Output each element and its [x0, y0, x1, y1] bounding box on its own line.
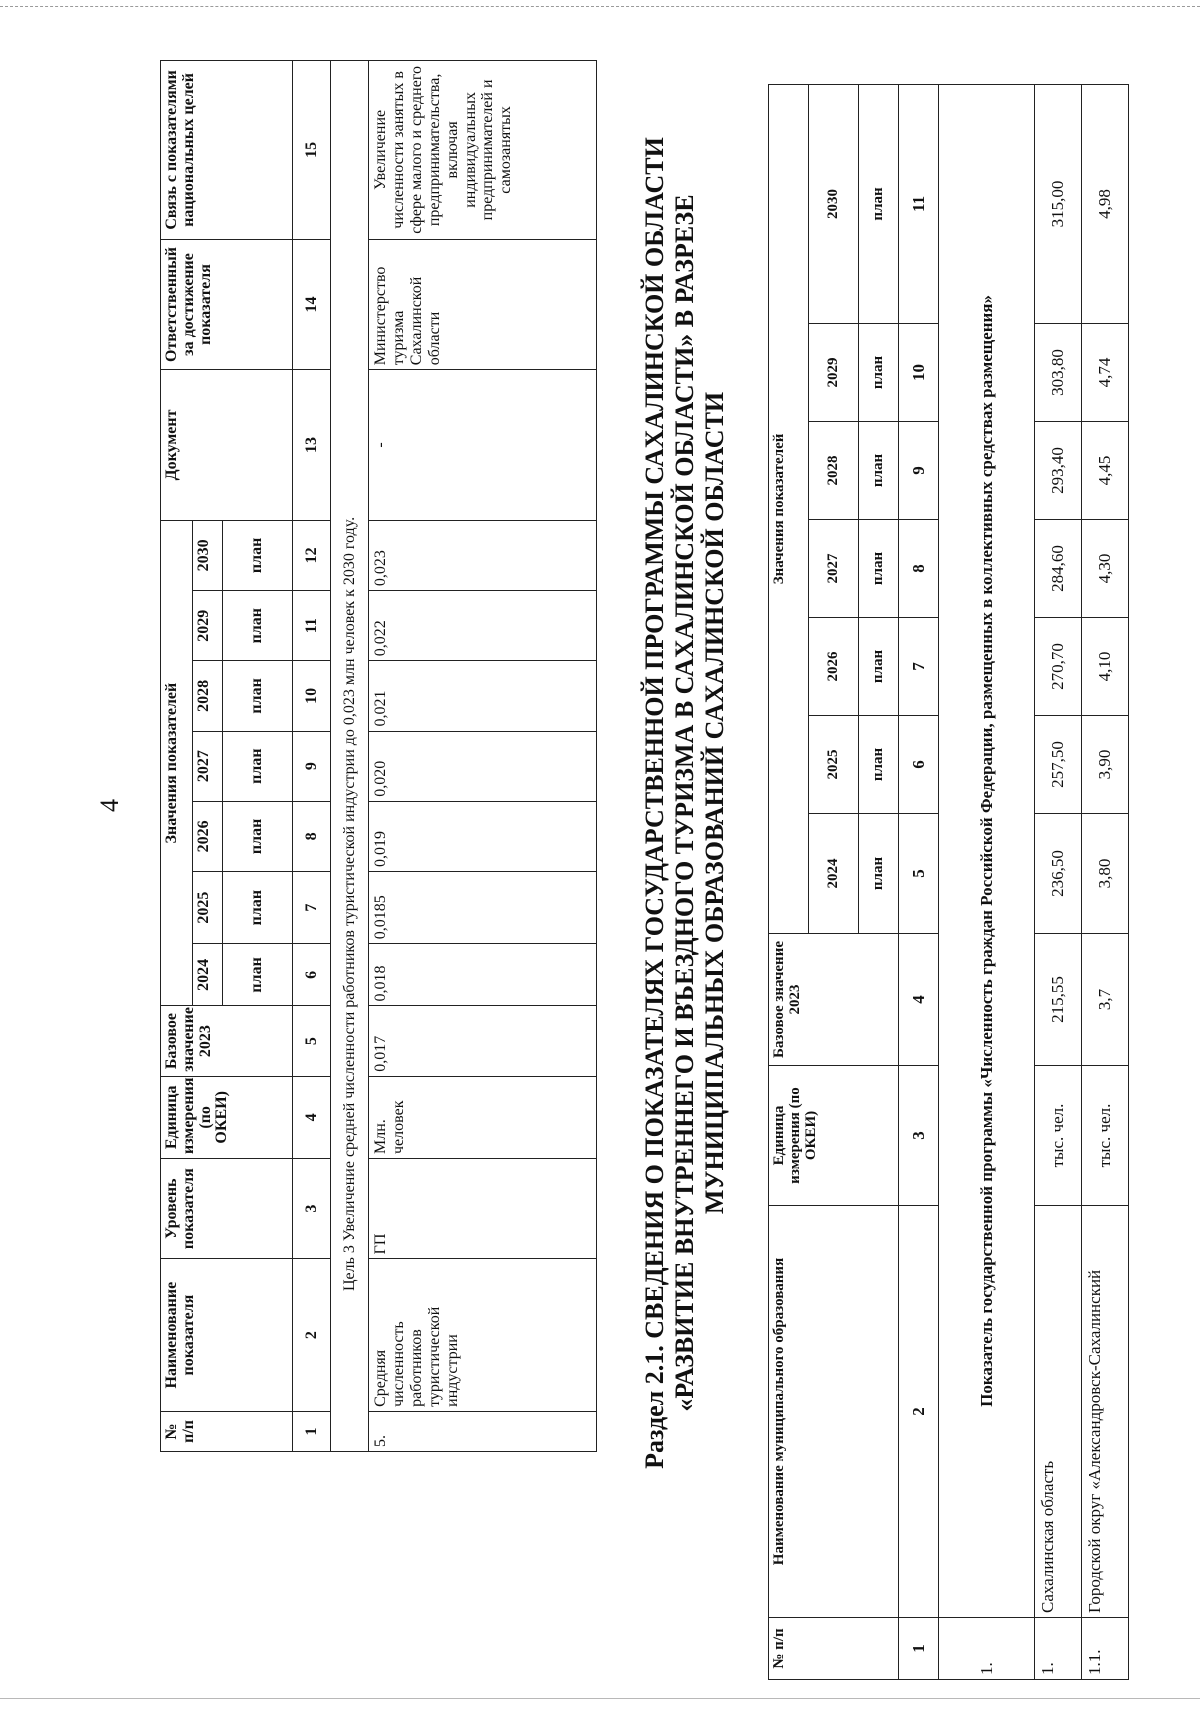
col-number: 3 — [899, 1066, 939, 1206]
col-number: 4 — [899, 934, 939, 1066]
year-header: 2026 — [809, 618, 859, 716]
row-name: Средняя численность работников туристической индустрии — [369, 1259, 597, 1412]
col-number: 3 — [293, 1158, 331, 1258]
row-num: 1. — [1035, 1618, 1082, 1680]
row-unit: Млн. человек — [369, 1076, 597, 1158]
year-header: 2030 — [193, 520, 223, 590]
col-number: 12 — [293, 520, 331, 590]
row-value: 284,60 — [1035, 520, 1082, 618]
col-header-num: № п/п — [161, 1411, 293, 1451]
row-value: 303,80 — [1035, 324, 1082, 422]
col-number: 6 — [293, 944, 331, 1006]
plan-label: план — [859, 422, 899, 520]
goal-row: Цель 3 Увеличение средней численности работников туристической индустрии до 0,023 млн человек к 2030 году. — [331, 61, 369, 1452]
row-num: 5. — [369, 1411, 597, 1451]
col-number: 10 — [293, 661, 331, 731]
plan-label: план — [223, 520, 293, 590]
col-number: 2 — [899, 1206, 939, 1618]
col-number: 1 — [899, 1618, 939, 1680]
year-header: 2027 — [193, 731, 223, 801]
row-value: 0,020 — [369, 731, 597, 801]
row-name: Сахалинская область — [1035, 1206, 1082, 1618]
row-level: ГП — [369, 1158, 597, 1258]
row-value: 4,10 — [1082, 618, 1129, 716]
section-heading: Раздел 2.1. СВЕДЕНИЯ О ПОКАЗАТЕЛЯХ ГОСУДАРСТВЕННОЙ ПРОГРАММЫ САХАЛИНСКОЙ ОБЛАСТИ «РАЗВИТИЕ ВНУТРЕННЕГО И ВЪЕЗДНОГО ТУРИЗМА В САХАЛИНСКОЙ ОБЛАСТИ» В РАЗРЕЗЕ МУНИЦИПАЛЬНЫХ ОБРАЗОВАНИЙ САХАЛИНСКОЙ ОБЛАСТИ — [640, 137, 730, 1469]
col-number: 2 — [293, 1259, 331, 1412]
col-number: 5 — [293, 1006, 331, 1076]
col-number: 8 — [899, 520, 939, 618]
row-value: 270,70 — [1035, 618, 1082, 716]
row-value: 236,50 — [1035, 814, 1082, 934]
plan-label: план — [223, 591, 293, 661]
scan-edge-top — [0, 6, 1200, 7]
col-header-name: Наименование муниципального образования — [769, 1206, 899, 1618]
year-header: 2027 — [809, 520, 859, 618]
col-number: 13 — [293, 370, 331, 521]
year-header: 2029 — [809, 324, 859, 422]
col-header-unit: Единица измерения (по ОКЕИ) — [161, 1076, 293, 1158]
row-value: 315,00 — [1035, 84, 1082, 323]
col-number: 5 — [899, 814, 939, 934]
year-header: 2026 — [193, 801, 223, 871]
col-number: 8 — [293, 801, 331, 871]
row-value: 0,021 — [369, 661, 597, 731]
row-unit: тыс. чел. — [1035, 1066, 1082, 1206]
row-value: 4,30 — [1082, 520, 1129, 618]
col-header-values: Значения показателей — [161, 520, 193, 1006]
plan-label: план — [859, 84, 899, 323]
indicator-num: 1. — [939, 1618, 1035, 1680]
year-header: 2025 — [809, 716, 859, 814]
plan-label: план — [223, 731, 293, 801]
col-number: 14 — [293, 239, 331, 369]
year-header: 2028 — [809, 422, 859, 520]
row-value: 4,45 — [1082, 422, 1129, 520]
year-header: 2024 — [193, 944, 223, 1006]
year-header: 2030 — [809, 84, 859, 323]
page-number: 4 — [95, 799, 124, 812]
col-number: 7 — [293, 872, 331, 944]
row-value: 0,018 — [369, 944, 597, 1006]
year-header: 2028 — [193, 661, 223, 731]
plan-label: план — [223, 801, 293, 871]
municipal-indicator-table — [768, 85, 1128, 1680]
col-number: 15 — [293, 61, 331, 240]
col-header-unit: Единица измерения (по ОКЕИ) — [769, 1066, 899, 1206]
col-header-base: Базовое значение 2023 — [769, 934, 899, 1066]
col-number: 7 — [899, 618, 939, 716]
row-base: 0,017 — [369, 1006, 597, 1076]
row-value: 257,50 — [1035, 716, 1082, 814]
row-value: 3,80 — [1082, 814, 1129, 934]
col-number: 9 — [293, 731, 331, 801]
col-number: 11 — [293, 591, 331, 661]
row-value: 4,74 — [1082, 324, 1129, 422]
col-header-base: Базовое значение 2023 — [161, 1006, 293, 1076]
plan-label: план — [859, 814, 899, 934]
row-responsible: Министерство туризма Сахалинской области — [369, 239, 597, 369]
row-value: 0,022 — [369, 591, 597, 661]
col-number: 9 — [899, 422, 939, 520]
row-value: 293,40 — [1035, 422, 1082, 520]
row-value: 0,019 — [369, 801, 597, 871]
col-number: 6 — [899, 716, 939, 814]
col-header-document: Документ — [161, 370, 293, 521]
row-base: 3,7 — [1082, 934, 1129, 1066]
row-document: - — [369, 370, 597, 521]
year-header: 2029 — [193, 591, 223, 661]
plan-label: план — [859, 324, 899, 422]
col-number: 11 — [899, 84, 939, 323]
scan-edge-bottom — [0, 1698, 1200, 1699]
row-link: Увеличение численности занятых в сфере малого и среднего предпринимательства, включая индивидуальных предпринимателей и самозанятых — [369, 61, 597, 240]
col-header-name: Наименование показателя — [161, 1259, 293, 1412]
col-header-link: Связь с показателями национальных целей — [161, 61, 293, 240]
row-value: 0,023 — [369, 520, 597, 590]
indicator-title: Показатель государственной программы «Численность граждан Российской Федерации, размещенных в коллективных средствах размещения» — [939, 84, 1035, 1617]
plan-label: план — [223, 661, 293, 731]
plan-label: план — [223, 944, 293, 1006]
col-header-responsible: Ответственный за достижение показателя — [161, 239, 293, 369]
plan-label: план — [859, 618, 899, 716]
indicator-table-top — [160, 60, 596, 1452]
row-unit: тыс. чел. — [1082, 1066, 1129, 1206]
row-value: 0,0185 — [369, 872, 597, 944]
plan-label: план — [223, 872, 293, 944]
plan-label: план — [859, 716, 899, 814]
row-num: 1.1. — [1082, 1618, 1129, 1680]
col-header-values: Значения показателей — [769, 84, 809, 933]
col-header-num: № п/п — [769, 1618, 899, 1680]
row-value: 4,98 — [1082, 84, 1129, 323]
row-value: 3,90 — [1082, 716, 1129, 814]
plan-label: план — [859, 520, 899, 618]
row-name: Городской округ «Александровск-Сахалинский — [1082, 1206, 1129, 1618]
year-header: 2024 — [809, 814, 859, 934]
col-number: 1 — [293, 1411, 331, 1451]
col-number: 4 — [293, 1076, 331, 1158]
row-base: 215,55 — [1035, 934, 1082, 1066]
col-header-level: Уровень показателя — [161, 1158, 293, 1258]
year-header: 2025 — [193, 872, 223, 944]
col-number: 10 — [899, 324, 939, 422]
